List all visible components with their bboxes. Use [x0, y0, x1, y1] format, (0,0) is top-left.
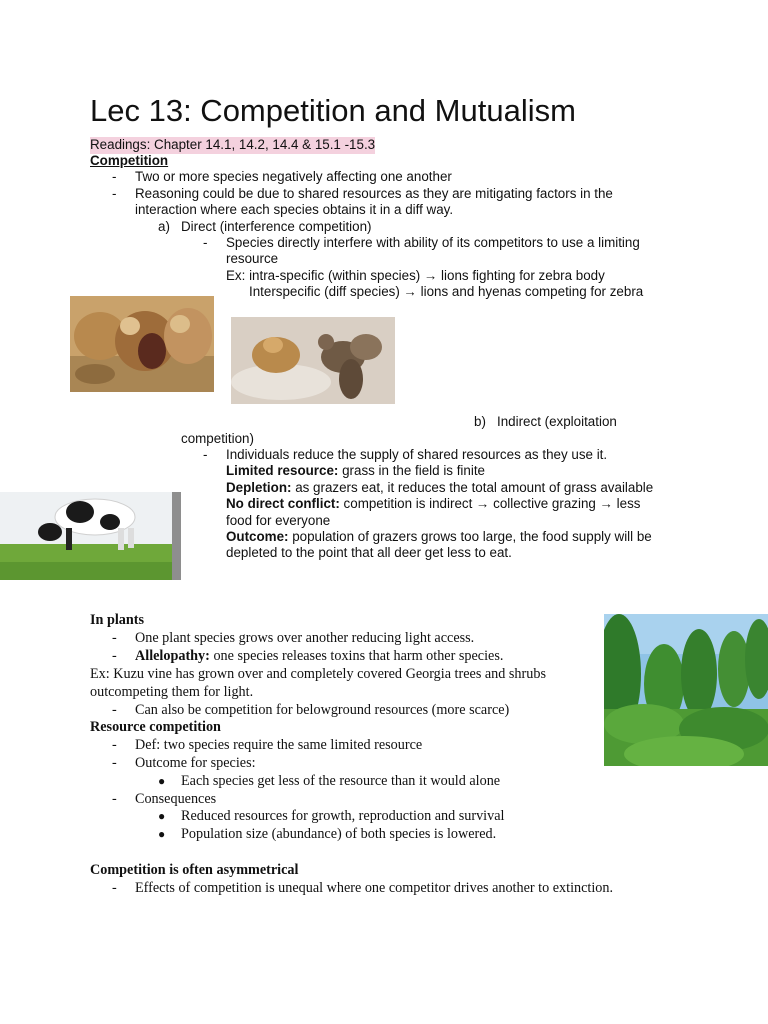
no-direct-conflict-text: competition is indirect → collective grazing → less: [339, 496, 641, 511]
outcome-label: Outcome:: [226, 529, 289, 544]
competition-heading: Competition: [90, 153, 169, 168]
allelopathy-text: one species releases toxins that harm other species.: [209, 648, 504, 664]
bullet-dash: -: [203, 235, 208, 250]
competition-bullet-2-cont: interaction where each species obtains it in a diff way.: [135, 202, 454, 217]
bullet-dash: -: [112, 702, 117, 718]
cow-grazing-image: [0, 492, 181, 580]
lions-hyenas-image: [231, 317, 395, 404]
bullet-dash: -: [112, 648, 117, 664]
depletion-label: Depletion:: [226, 480, 292, 495]
bullet-dash: -: [112, 791, 117, 807]
direct-bullet-line2: resource: [226, 251, 279, 266]
limited-resource-line: [226, 463, 485, 480]
direct-example-1: Ex: intra-specific (within species) → lions fighting for zebra body: [226, 268, 605, 283]
indirect-marker: b): [474, 414, 486, 429]
kuzu-example-1: Ex: Kuzu vine has grown over and completely covered Georgia trees and shrubs: [90, 666, 546, 682]
direct-label: Direct (interference competition): [181, 219, 372, 234]
no-direct-conflict-cont: food for everyone: [226, 513, 331, 528]
direct-bullet-line1: Species directly interfere with ability of its competitors to use a limiting: [226, 235, 640, 250]
resource-cons-sub-2: Population size (abundance) of both species is lowered.: [181, 826, 497, 842]
bullet-dash: -: [112, 186, 117, 201]
readings-line: Readings: Chapter 14.1, 14.2, 14.4 & 15.1 -15.3: [90, 137, 376, 152]
bullet-dot: ●: [158, 827, 166, 841]
indirect-label: Indirect (exploitation: [497, 414, 617, 429]
lions-fighting-image: [70, 296, 214, 392]
outcome-cont: depleted to the point that all deer get less to eat.: [226, 545, 512, 560]
bullet-dash: -: [112, 630, 117, 646]
plants-bullet-3: Can also be competition for belowground resources (more scarce): [135, 702, 510, 718]
asymmetrical-heading: Competition is often asymmetrical: [90, 862, 299, 878]
limited-resource-label: Limited resource:: [226, 463, 339, 478]
no-direct-conflict-label: No direct conflict:: [226, 496, 340, 511]
outcome-text: population of grazers grows too large, the food supply will be: [288, 529, 652, 544]
bullet-dash: -: [112, 880, 117, 896]
kudzu-vine-image: [604, 614, 768, 766]
bullet-dot: ●: [158, 809, 166, 823]
bullet-dot: ●: [158, 774, 166, 788]
resource-def: Def: two species require the same limited resource: [135, 737, 423, 753]
competition-bullet-2: Reasoning could be due to shared resources as they are mitigating factors in the: [135, 186, 613, 201]
bullet-dash: -: [203, 447, 208, 462]
resource-consequences: Consequences: [135, 791, 217, 807]
resource-cons-sub-1: Reduced resources for growth, reproduction and survival: [181, 808, 505, 824]
bullet-dash: -: [112, 737, 117, 753]
plants-bullet-1: One plant species grows over another reducing light access.: [135, 630, 475, 646]
limited-resource-text: grass in the field is finite: [338, 463, 485, 478]
competition-bullet-1: Two or more species negatively affecting one another: [135, 169, 452, 184]
kuzu-example-2: outcompeting them for light.: [90, 684, 254, 700]
direct-example-2: Interspecific (diff species) → lions and hyenas competing for zebra: [249, 284, 644, 299]
asymmetrical-bullet: Effects of competition is unequal where one competitor drives another to extinction.: [135, 880, 614, 896]
indirect-label-cont: competition): [181, 431, 254, 446]
resource-outcome: Outcome for species:: [135, 755, 256, 771]
resource-heading: Resource competition: [90, 719, 221, 735]
page-title: Lec 13: Competition and Mutualism: [90, 93, 576, 128]
bullet-dash: -: [112, 755, 117, 771]
bullet-dash: -: [112, 169, 117, 184]
depletion-line: [226, 480, 653, 497]
plants-heading: In plants: [90, 612, 145, 628]
direct-marker: a): [158, 219, 170, 234]
indirect-bullet: Individuals reduce the supply of shared resources as they use it.: [226, 447, 608, 462]
allelopathy-label: Allelopathy:: [135, 648, 210, 664]
depletion-text: as grazers eat, it reduces the total amount of grass available: [291, 480, 654, 495]
resource-outcome-sub: Each species get less of the resource than it would alone: [181, 773, 501, 789]
outcome-line: [226, 529, 652, 546]
allelopathy-line: [135, 648, 503, 666]
no-direct-conflict-line: [226, 496, 641, 513]
